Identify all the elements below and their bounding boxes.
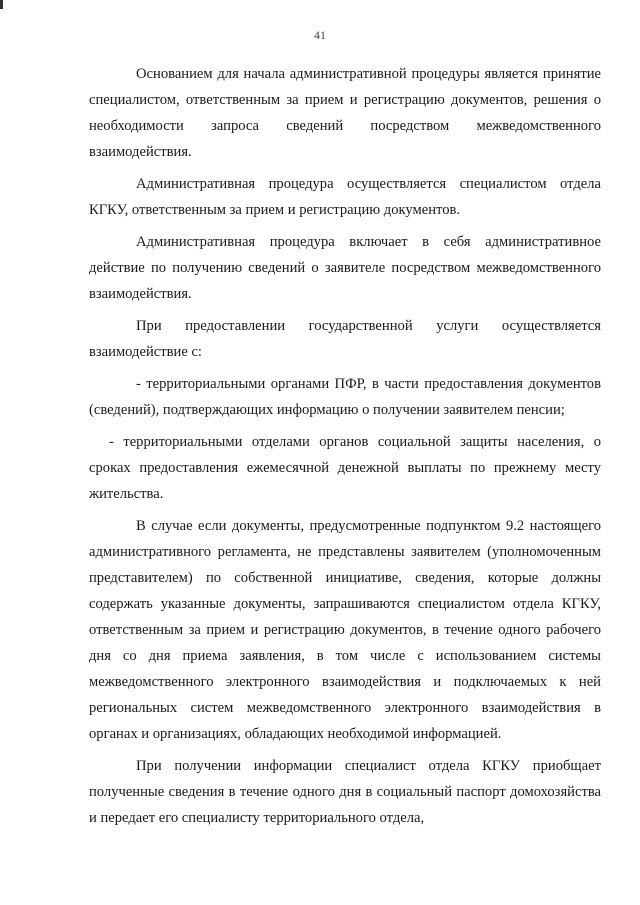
paragraph-interaction-intro: При предоставлении государственной услуги осуществляется взаимодействие с: bbox=[89, 318, 601, 360]
paragraph-basis: Основанием для начала административной процедуры является принятие специалистом, ответственным за прием и регистрацию документов, решения о необходимости запроса сведений посредством межведомственного взаимодействия. bbox=[89, 66, 601, 160]
paragraph-procedure-action: Административная процедура включает в себя административное действие по получению сведений о заявителе посредством межведомственного взаимодействия. bbox=[89, 234, 601, 302]
paragraph-documents-request: В случае если документы, предусмотренные подпунктом 9.2 настоящего административного регламента, не представлены заявителем (уполномоченным представителем) по собственной инициативе, сведения, которые должны содержать указанные документы, запрашиваются специалистом отдела КГКУ, ответственным за прием и регистрацию документов, в течение одного рабочего дня со дня приема заявления, в том числе с использованием системы межведомственного электронного взаимодействия и подключаемых к ней региональных систем межведомственного электронного взаимодействия в органах и организациях, обладающих необходимой информацией. bbox=[89, 518, 601, 742]
document-body bbox=[89, 61, 601, 837]
scan-edge-mark bbox=[0, 0, 3, 9]
list-item-social-protection: - территориальными отделами органов социальной защиты населения, о сроках предоставления ежемесячной денежной выплаты по прежнему месту жительства. bbox=[89, 434, 601, 502]
paragraph-information-received: При получении информации специалист отдела КГКУ приобщает полученные сведения в течение одного дня в социальный паспорт домохозяйства и передает его специалисту территориального отдела, bbox=[89, 758, 601, 826]
page-number: 41 bbox=[314, 28, 326, 42]
paragraph-procedure-executor: Административная процедура осуществляется специалистом отдела КГКУ, ответственным за прием и регистрацию документов. bbox=[89, 176, 601, 218]
list-item-pfr: - территориальными органами ПФР, в части предоставления документов (сведений), подтверждающих информацию о получении заявителем пенсии; bbox=[89, 376, 601, 418]
